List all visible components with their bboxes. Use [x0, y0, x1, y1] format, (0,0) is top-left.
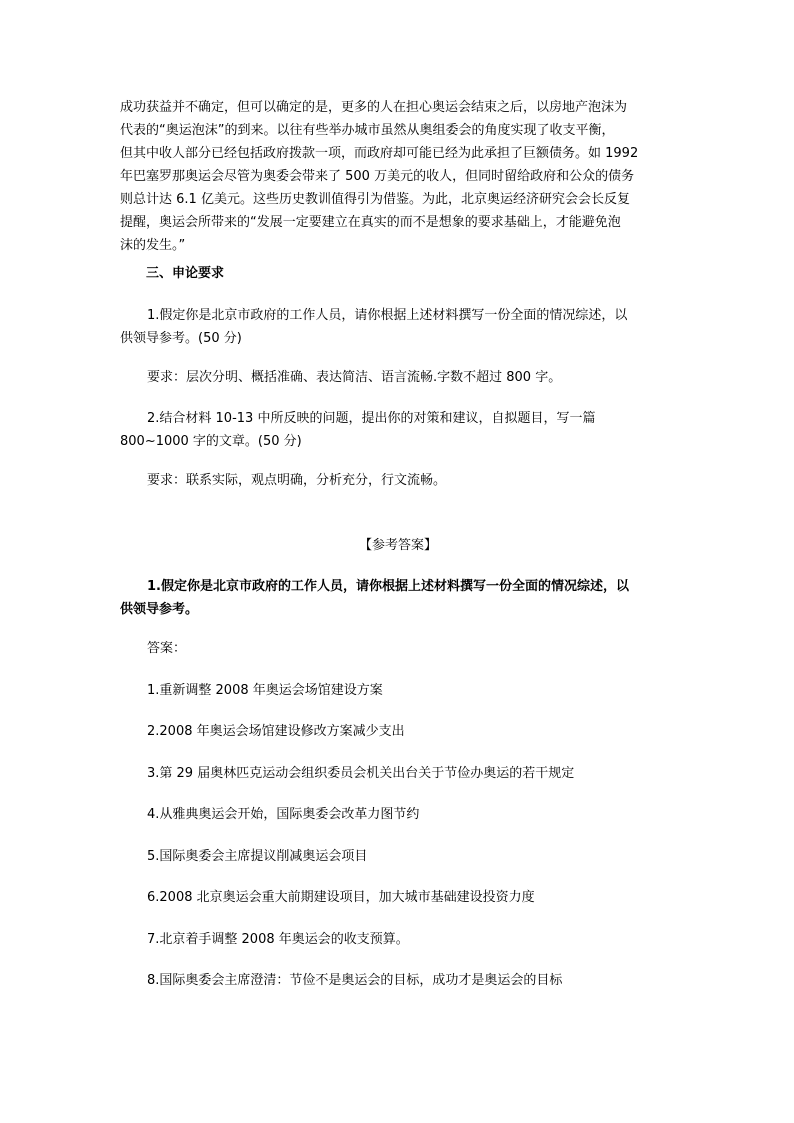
requirement-2-note: 要求：联系实际，观点明确，分析充分，行文流畅。 — [147, 473, 447, 488]
requirement-2-line-2: 800~1000 字的文章。(50 分) — [120, 434, 302, 449]
requirement-2 — [120, 407, 676, 453]
intro-line-2: 代表的“奥运泡沫”的到来。以往有些举办城市虽然从奥组委会的角度实现了收支平衡， — [120, 123, 615, 138]
requirement-1-note: 要求：层次分明、概括准确、表达简洁、语言流畅.字数不超过 800 字。 — [147, 370, 562, 385]
intro-line-1: 成功获益并不确定，但可以确定的是，更多的人在担心奥运会结束之后，以房地产泡沫为 — [120, 100, 628, 115]
answer-title: 【参考答案】 — [358, 538, 437, 553]
answer-item-3: 3.第 29 届奥林匹克运动会组织委员会机关出台关于节俭办奥运的若干规定 — [147, 766, 575, 781]
answer-item-8: 8.国际奥委会主席澄清：节俭不是奥运会的目标，成功才是奥运会的目标 — [147, 973, 563, 988]
answer-question — [120, 575, 676, 621]
requirement-1-line-2: 供领导参考。(50 分) — [120, 331, 242, 346]
answer-item-1: 1.重新调整 2008 年奥运会场馆建设方案 — [147, 683, 383, 698]
intro-line-6: 提醒，奥运会所带来的“发展一定要建立在真实的而不是想象的要求基础上，才能避免泡 — [120, 215, 621, 230]
answer-item-4: 4.从雅典奥运会开始，国际奥委会改革力图节约 — [147, 807, 420, 822]
intro-paragraph — [120, 96, 676, 257]
answer-item-5: 5.国际奥委会主席提议削减奥运会项目 — [147, 849, 368, 864]
intro-line-5: 则总计达 6.1 亿美元。这些历史教训值得引为借鉴。为此，北京奥运经济研究会会长反复 — [120, 192, 630, 207]
requirement-1 — [120, 304, 676, 350]
answer-item-7: 7.北京着手调整 2008 年奥运会的收支预算。 — [147, 932, 409, 947]
intro-line-4: 年巴塞罗那奥运会尽管为奥委会带来了 500 万美元的收人，但同时留给政府和公众的债务 — [120, 169, 635, 184]
answer-item-2: 2.2008 年奥运会场馆建设修改方案减少支出 — [147, 724, 405, 739]
requirement-1-line-1: 1.假定你是北京市政府的工作人员，请你根据上述材料撰写一份全面的情况综述，以 — [147, 308, 628, 323]
intro-line-3: 但其中收人部分已经包括政府拨款一项，而政府却可能已经为此承担了巨额债务。如 1992 — [120, 146, 639, 161]
intro-line-7: 沫的发生。” — [120, 238, 186, 253]
answer-question-line-1: 1.假定你是北京市政府的工作人员，请你根据上述材料撰写一份全面的情况综述，以 — [147, 579, 629, 594]
answer-label: 答案： — [147, 641, 187, 656]
answer-item-6: 6.2008 北京奥运会重大前期建设项目，加大城市基础建设投资力度 — [147, 890, 535, 905]
requirement-2-line-1: 2.结合材料 10-13 中所反映的问题，提出你的对策和建议，自拟题目，写一篇 — [147, 411, 596, 426]
answer-question-line-2: 供领导参考。 — [120, 602, 199, 617]
section-heading: 三、申论要求 — [146, 266, 225, 281]
